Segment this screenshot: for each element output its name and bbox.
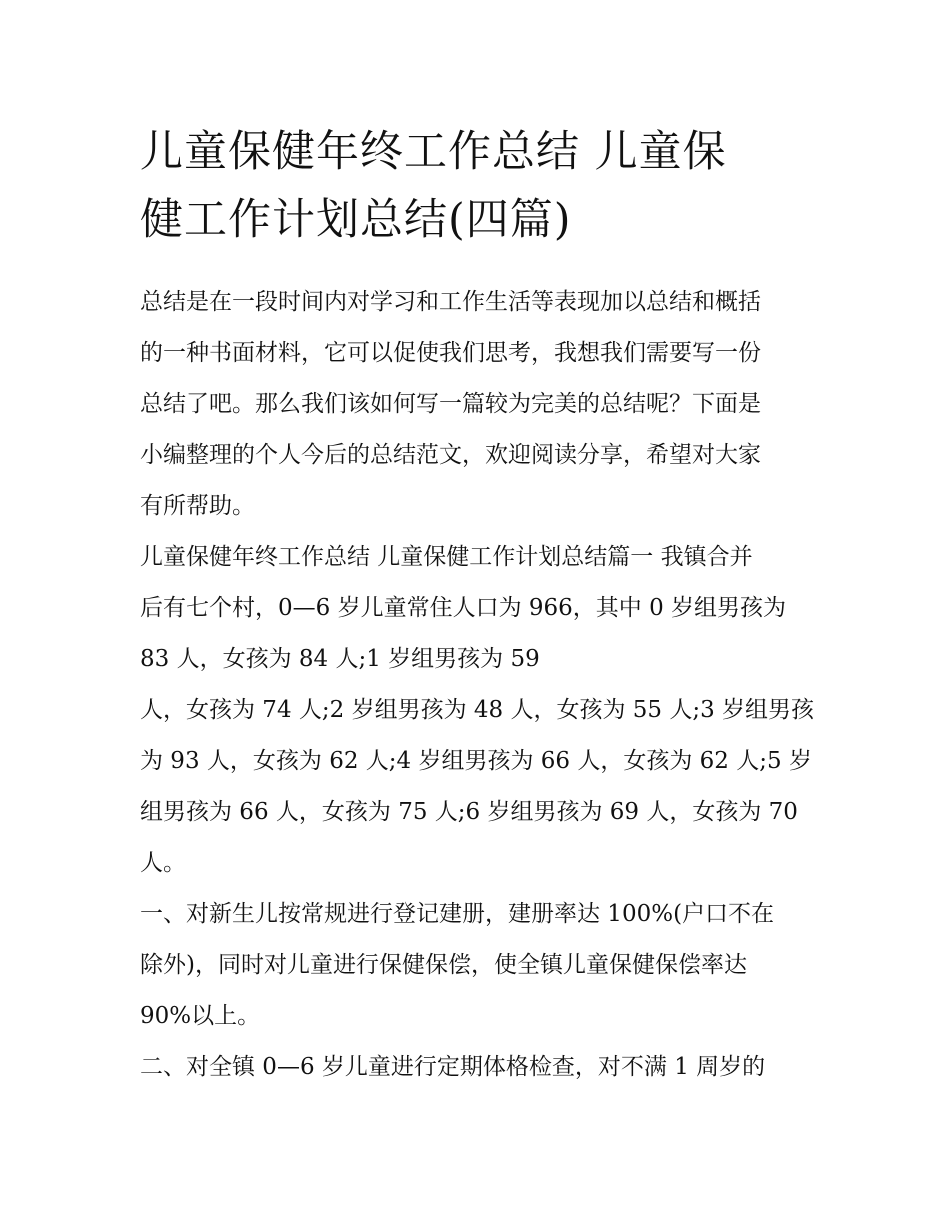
text-line: 90%以上。 (140, 1003, 261, 1029)
text-line: 有所帮助。 (140, 493, 255, 519)
title-line: 健工作计划总结(四篇) (140, 195, 572, 245)
document-body (140, 277, 830, 1093)
text-line: 儿童保健年终工作总结 儿童保健工作计划总结篇一 我镇合并 (140, 544, 753, 570)
document-title (140, 118, 820, 254)
text-line: 的一种书面材料，它可以促使我们思考，我想我们需要写一份 (140, 340, 761, 366)
title-line: 儿童保健年终工作总结 儿童保 (140, 127, 727, 177)
text-line: 人。 (140, 850, 186, 876)
text-line: 一、对新生儿按常规进行登记建册，建册率达 100%(户口不在 (140, 901, 775, 927)
text-line: 为 93 人，女孩为 62 人;4 岁组男孩为 66 人，女孩为 62 人;5 岁 (140, 748, 812, 774)
text-line: 除外)，同时对儿童进行保健保偿，使全镇儿童保健保偿率达 (140, 952, 747, 978)
text-line: 人，女孩为 74 人;2 岁组男孩为 48 人，女孩为 55 人;3 岁组男孩 (140, 697, 815, 723)
text-line: 后有七个村，0—6 岁儿童常住人口为 966，其中 0 岁组男孩为 (140, 595, 787, 621)
text-line: 83 人，女孩为 84 人;1 岁组男孩为 59 (140, 646, 540, 672)
text-line: 组男孩为 66 人，女孩为 75 人;6 岁组男孩为 69 人，女孩为 70 (140, 799, 798, 825)
text-line: 小编整理的个人今后的总结范文，欢迎阅读分享，希望对大家 (140, 442, 761, 468)
text-line: 二、对全镇 0—6 岁儿童进行定期体格检查，对不满 1 周岁的 (140, 1054, 766, 1080)
text-line: 总结了吧。那么我们该如何写一篇较为完美的总结呢？下面是 (140, 391, 761, 417)
text-line: 总结是在一段时间内对学习和工作生活等表现加以总结和概括 (140, 289, 761, 315)
